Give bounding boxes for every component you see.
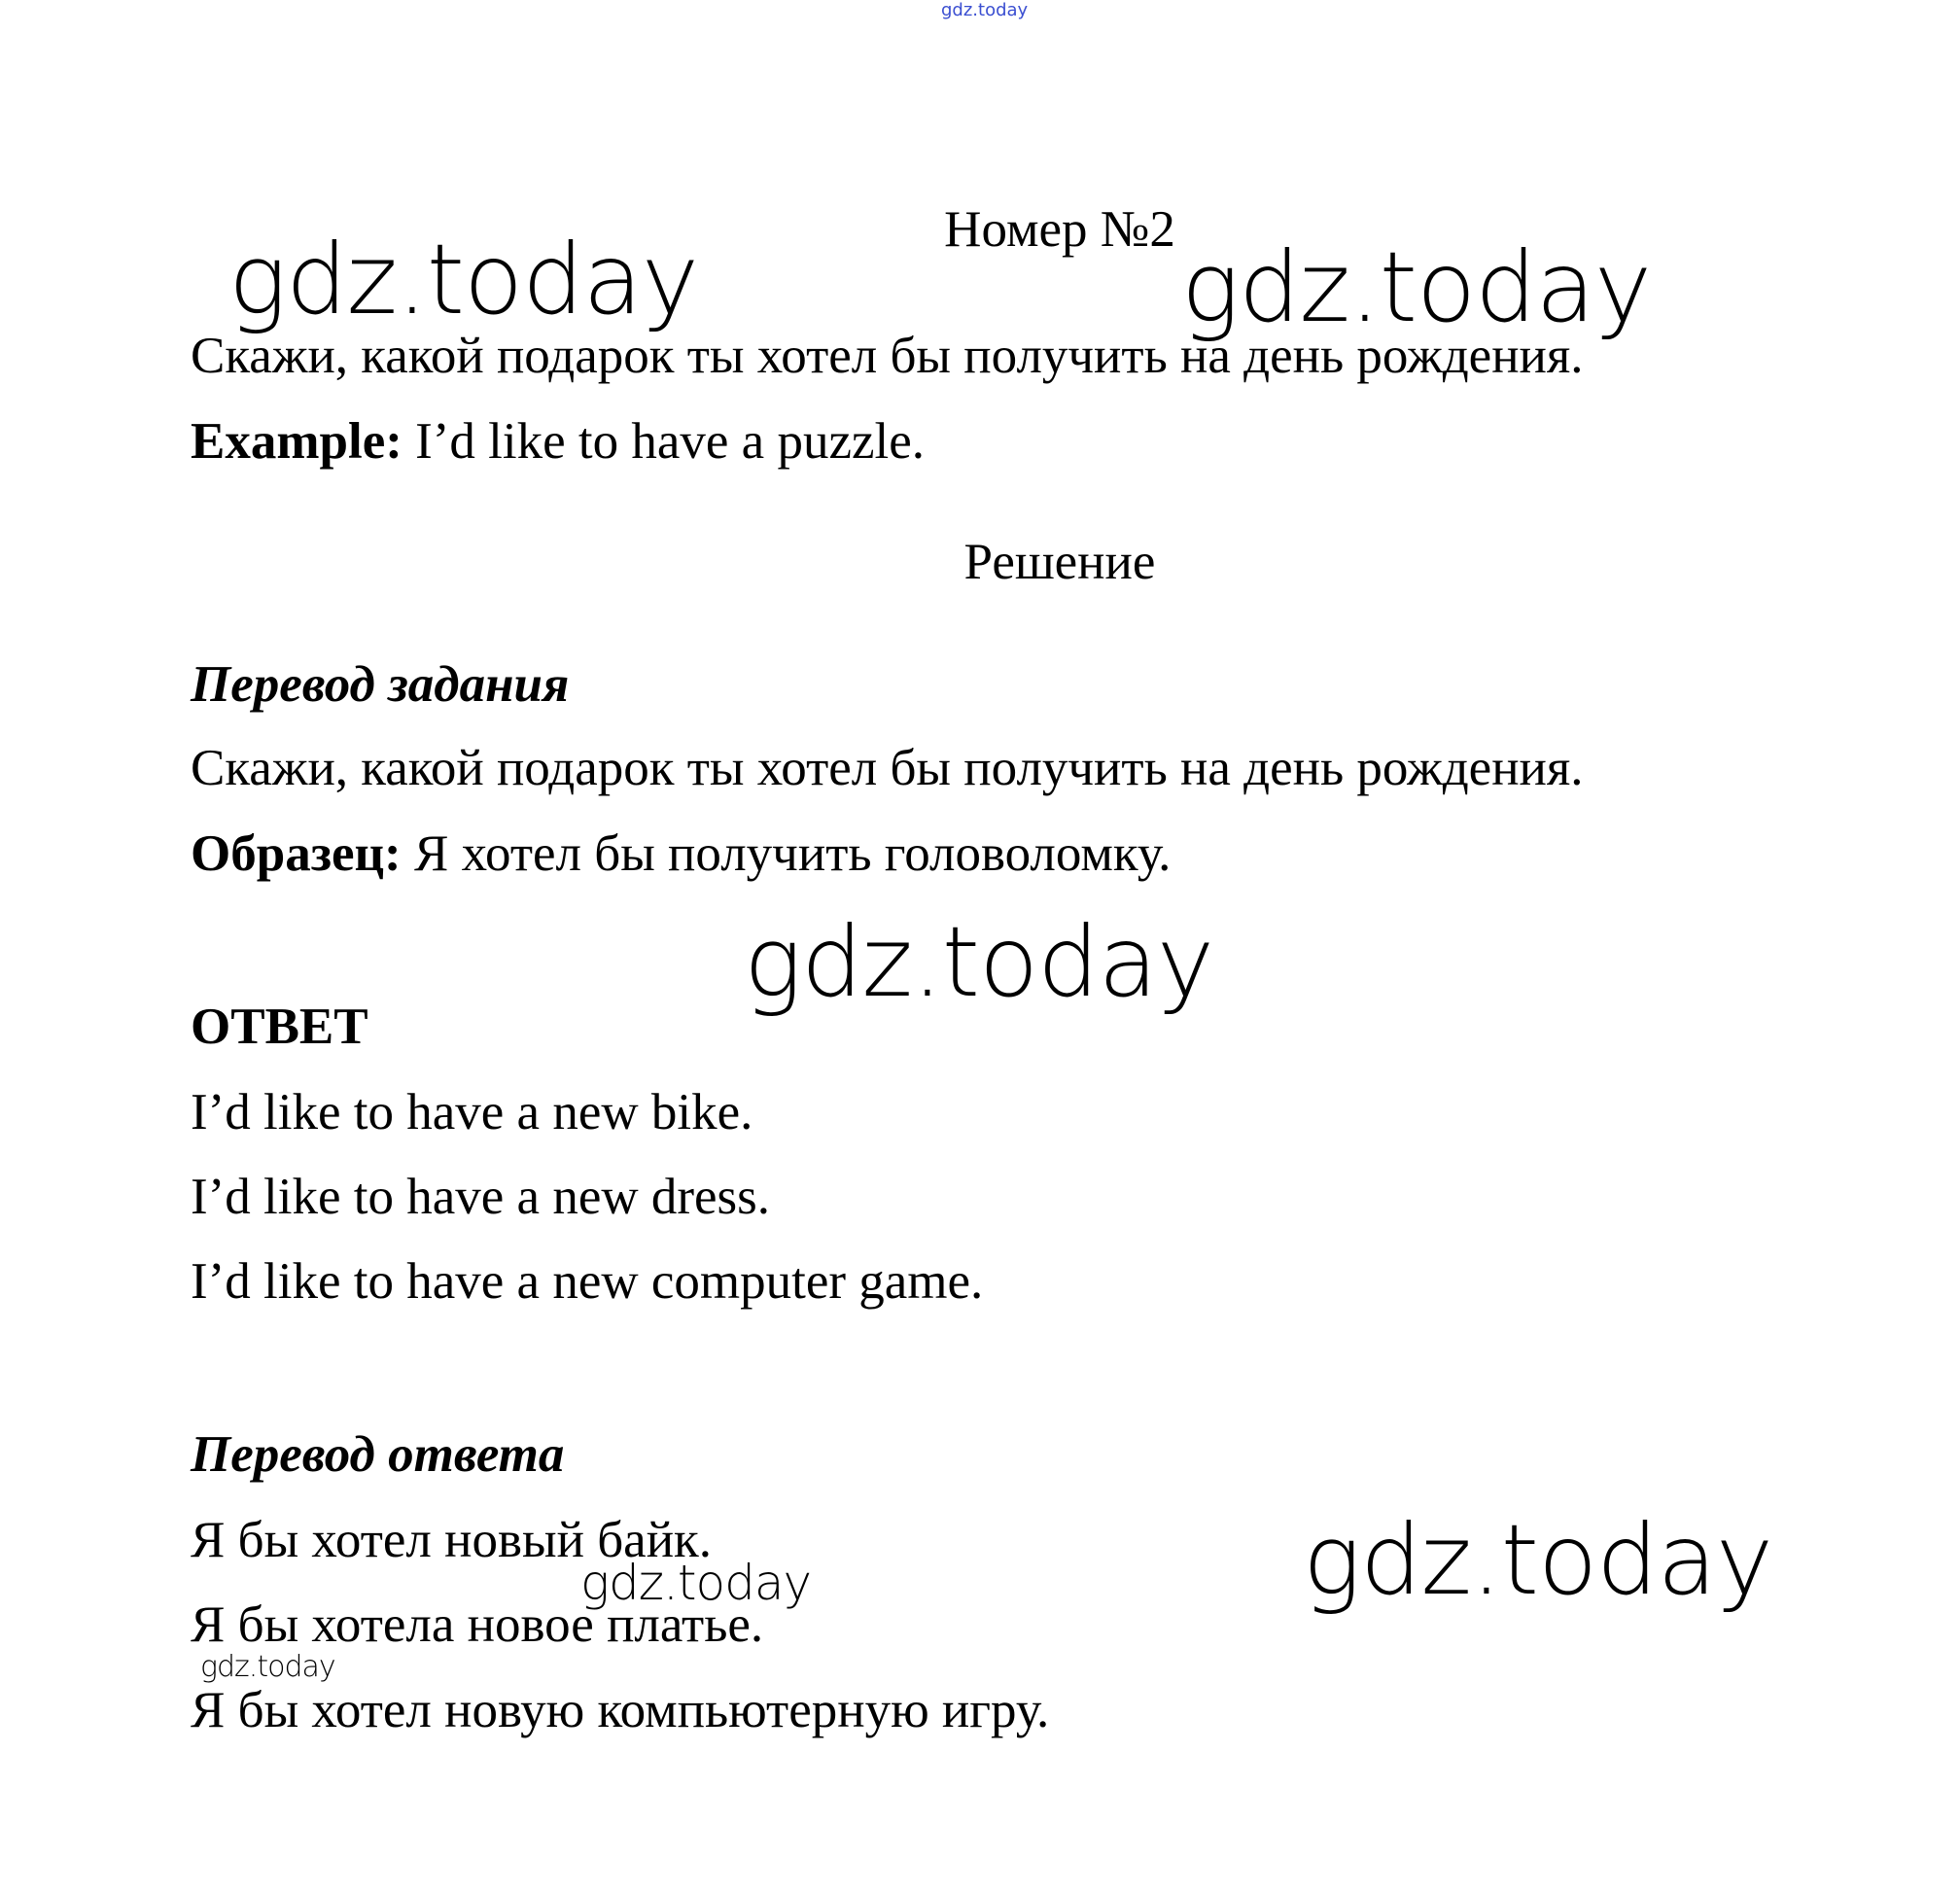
watermark: gdz.today (1181, 230, 1652, 344)
example-label: Example: (191, 413, 402, 470)
sample-label: Образец: (191, 825, 402, 882)
watermark-top: gdz.today (941, 0, 1029, 20)
translation-task-heading: Перевод задания (191, 656, 570, 713)
answer-heading: ОТВЕТ (191, 999, 368, 1055)
task-example (191, 413, 925, 470)
watermark: gdz.today (1303, 1503, 1773, 1617)
answer-line: I’d like to have a new computer game. (191, 1253, 984, 1310)
sample-text: Я хотел бы получить головоломку. (413, 825, 1172, 882)
translation-answer-heading: Перевод ответа (191, 1426, 565, 1483)
watermark: gdz.today (580, 1555, 812, 1611)
watermark: gdz.today (228, 223, 699, 336)
watermark: gdz.today (744, 905, 1214, 1019)
page-title: Номер №2 (944, 201, 1175, 258)
answer-line: I’d like to have a new bike. (191, 1084, 753, 1140)
translation-sample (191, 825, 1172, 882)
answer-line: I’d like to have a new dress. (191, 1169, 771, 1225)
task-text: Скажи, какой подарок ты хотел бы получить на день рождения. (191, 328, 1584, 384)
translation-answer-line: Я бы хотел новый байк. (191, 1512, 713, 1568)
solution-heading: Решение (963, 534, 1156, 590)
translation-answer-line: Я бы хотела новое платье. (191, 1596, 764, 1653)
watermark: gdz.today (200, 1650, 335, 1684)
translation-answer-line: Я бы хотел новую компьютерную игру. (191, 1682, 1050, 1738)
example-text: I’d like to have a puzzle. (415, 413, 925, 470)
translation-task-text: Скажи, какой подарок ты хотел бы получить на день рождения. (191, 740, 1584, 796)
